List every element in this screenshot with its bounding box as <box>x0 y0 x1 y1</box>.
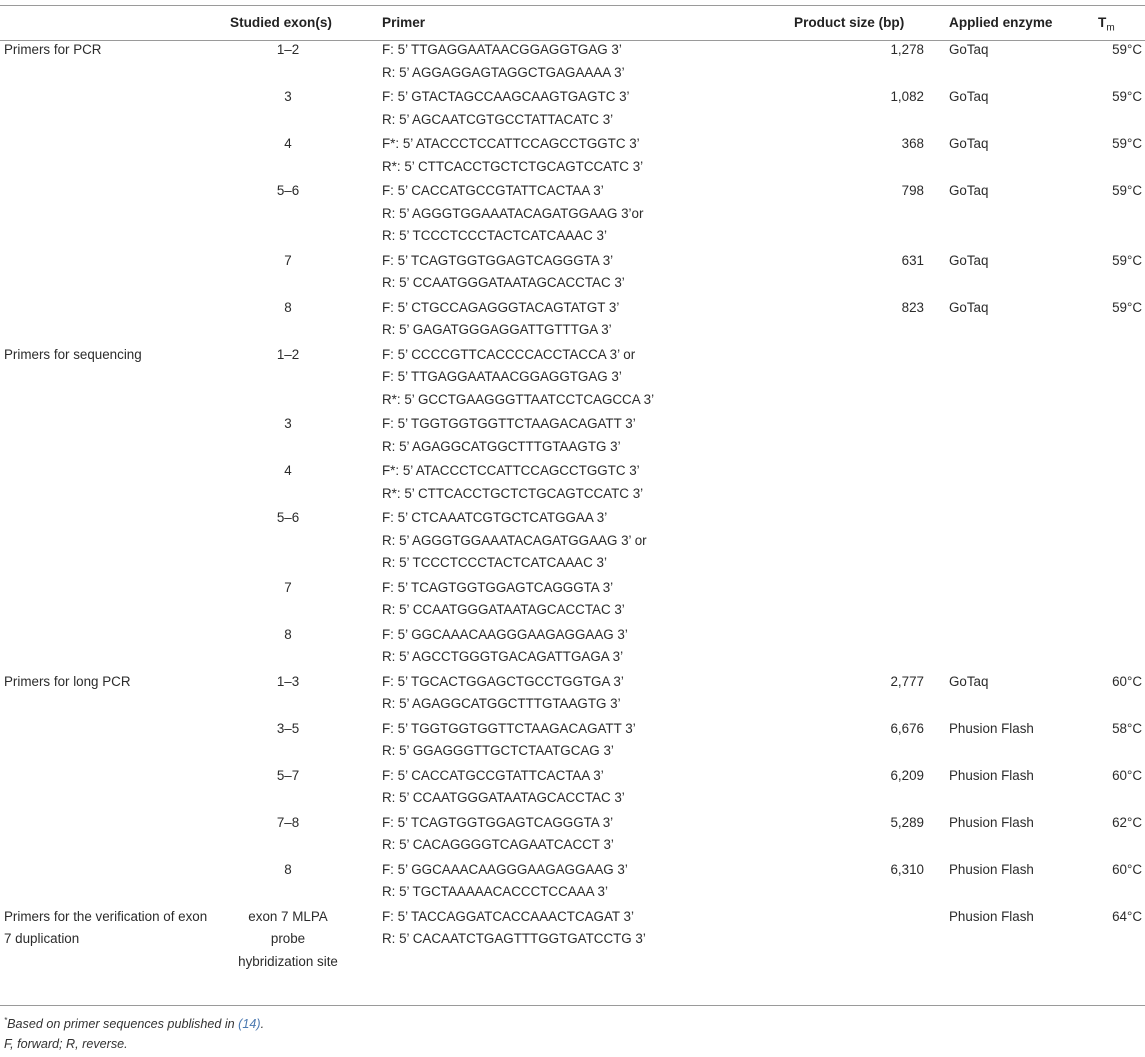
primer-cell <box>382 507 782 575</box>
primer-sequence: F: 5’ TTGAGGAATAACGGAGGTGAG 3’ <box>382 369 622 384</box>
product-size-cell: 6,676 <box>890 720 924 736</box>
primer-sequence: F: 5’ CACCATGCCGTATTCACTAA 3’ <box>382 183 604 198</box>
exon-line: 8 <box>284 861 292 877</box>
applied-enzyme-cell: Phusion Flash <box>949 720 1034 736</box>
exon-line: probe <box>270 931 306 946</box>
primer-sequence: R: 5’ AGCCTGGGTGACAGATTGAGA 3’ <box>382 649 624 664</box>
primer-sequence: R: 5’ AGGGTGGAAATACAGATGGAAG 3’or <box>382 205 644 221</box>
primer-sequence: R: 5’ CACAGGGGTCAGAATCACCT 3’ <box>382 837 614 852</box>
exon-line: 3–5 <box>276 720 300 736</box>
primer-sequence: R: 5’ AGCAATCGTGCCTATTACATC 3’ <box>382 111 614 127</box>
studied-exon-cell <box>220 460 356 483</box>
primer-sequence: F: 5’ TGGTGGTGGTTCTAAGACAGATT 3’ <box>382 720 636 736</box>
product-size-cell: 798 <box>901 183 924 198</box>
tm-cell: 59°C <box>1112 42 1142 57</box>
footnote-source: *Based on primer sequences published in (14). <box>4 1016 265 1032</box>
studied-exon-cell <box>220 577 356 600</box>
exon-line: 8 <box>284 626 292 642</box>
primer-sequence: R: 5’ GGAGGGTTGCTCTAATGCAG 3’ <box>382 743 614 758</box>
studied-exon-cell <box>220 39 356 62</box>
primer-sequence: F: 5’ GTACTAGCCAAGCAAGTGAGTC 3’ <box>382 89 630 104</box>
exon-line: 7 <box>284 579 292 595</box>
applied-enzyme-cell: GoTaq <box>949 136 989 151</box>
tm-cell: 58°C <box>1112 720 1142 736</box>
exon-line: 4 <box>284 463 292 478</box>
primer-cell <box>382 718 782 763</box>
studied-exon-cell <box>220 86 356 109</box>
product-size-cell: 631 <box>901 252 924 268</box>
primer-sequence: R: 5’ CCAATGGGATAATAGCACCTAC 3’ <box>382 790 625 805</box>
primer-sequence: F: 5’ TCAGTGGTGGAGTCAGGGTA 3’ <box>382 579 614 595</box>
primer-cell <box>382 39 782 84</box>
studied-exon-cell <box>220 297 356 320</box>
product-size-cell: 823 <box>901 299 924 315</box>
header-tm: $T_m$ <box>1098 15 1115 34</box>
tm-cell: 60°C <box>1112 673 1142 689</box>
product-size-cell: 5,289 <box>890 814 924 830</box>
studied-exon-cell <box>220 906 356 974</box>
tm-cell: 59°C <box>1112 252 1142 268</box>
primer-cell <box>382 671 782 716</box>
header-product-size: Product size (bp) <box>794 15 905 30</box>
studied-exon-cell <box>220 671 356 694</box>
exon-line: 7–8 <box>276 814 300 830</box>
primer-sequence: F: 5’ TACCAGGATCACCAAACTCAGAT 3’ <box>382 908 634 924</box>
primer-sequence: F: 5’ CTGCCAGAGGGTACAGTATGT 3’ <box>382 299 620 315</box>
primer-sequence: R*: 5’ CTTCACCTGCTCTGCAGTCCATC 3’ <box>382 158 644 174</box>
applied-enzyme-cell: Phusion Flash <box>949 814 1034 830</box>
tm-cell: 60°C <box>1112 861 1142 877</box>
applied-enzyme-cell: GoTaq <box>949 299 989 315</box>
tm-cell: 59°C <box>1112 299 1142 315</box>
primer-sequence: F: 5’ CCCCGTTCACCCCACCTACCA 3’ or <box>382 346 636 362</box>
applied-enzyme-cell: GoTaq <box>949 673 989 689</box>
studied-exon-cell <box>220 624 356 647</box>
primer-sequence: R: 5’ AGAGGCATGGCTTTGTAAGTG 3’ <box>382 438 621 454</box>
header-studied-exons: Studied exon(s) <box>230 15 332 30</box>
studied-exon-cell <box>220 507 356 530</box>
studied-exon-cell <box>220 812 356 835</box>
tm-cell: 64°C <box>1112 908 1142 924</box>
exon-line: 3 <box>284 416 292 431</box>
primer-sequence: F*: 5’ ATACCCTCCATTCCAGCCTGGTC 3’ <box>382 463 640 478</box>
primer-sequence: R: 5’ AGAGGCATGGCTTTGTAAGTG 3’ <box>382 696 621 711</box>
studied-exon-cell <box>220 718 356 741</box>
header-primer: Primer <box>382 15 426 30</box>
primer-sequence: F: 5’ TGCACTGGAGCTGCCTGGTGA 3’ <box>382 673 624 689</box>
primer-sequence: R: 5’ CCAATGGGATAATAGCACCTAC 3’ <box>382 275 625 290</box>
primer-sequence: R: 5’ TCCCTCCCTACTCATCAAAC 3’ <box>382 228 607 243</box>
section-label: Primers for the verification of exon 7 duplication <box>4 908 208 946</box>
product-size-cell: 368 <box>901 136 924 151</box>
applied-enzyme-cell: Phusion Flash <box>949 861 1034 877</box>
product-size-cell: 1,278 <box>890 42 924 57</box>
primer-sequence: F: 5’ TGGTGGTGGTTCTAAGACAGATT 3’ <box>382 416 636 431</box>
primer-cell <box>382 906 782 951</box>
primer-cell <box>382 624 782 669</box>
tm-cell: 59°C <box>1112 89 1142 104</box>
header-applied-enzyme: Applied enzyme <box>949 15 1053 30</box>
exon-line: hybridization site <box>238 953 338 969</box>
applied-enzyme-cell: Phusion Flash <box>949 767 1034 783</box>
primer-cell <box>382 86 782 131</box>
primer-cell <box>382 765 782 810</box>
primer-sequence: R: 5’ TCCCTCCCTACTCATCAAAC 3’ <box>382 555 607 570</box>
tm-cell: 62°C <box>1112 814 1142 830</box>
exon-line: exon 7 MLPA <box>248 908 328 924</box>
section-label: Primers for PCR <box>4 42 102 57</box>
primer-cell <box>382 460 782 505</box>
primer-cell <box>382 250 782 295</box>
primer-sequence: R: 5’ CCAATGGGATAATAGCACCTAC 3’ <box>382 602 625 617</box>
primer-sequence: F: 5’ GGCAAACAAGGGAAGAGGAAG 3’ <box>382 861 628 877</box>
primer-sequence: R*: 5’ CTTCACCTGCTCTGCAGTCCATC 3’ <box>382 485 644 501</box>
exon-line: 1–2 <box>276 42 300 57</box>
exon-line: 7 <box>284 252 292 268</box>
primer-sequence: F: 5’ TTGAGGAATAACGGAGGTGAG 3’ <box>382 42 622 57</box>
applied-enzyme-cell: GoTaq <box>949 89 989 104</box>
studied-exon-cell <box>220 180 356 203</box>
product-size-cell: 1,082 <box>890 89 924 104</box>
product-size-cell: 2,777 <box>890 673 924 689</box>
footnote-abbreviations: F, forward; R, reverse. <box>4 1037 128 1051</box>
tm-cell: 59°C <box>1112 136 1142 151</box>
studied-exon-cell <box>220 133 356 156</box>
product-size-cell: 6,209 <box>890 767 924 783</box>
applied-enzyme-cell: GoTaq <box>949 183 989 198</box>
product-size-cell: 6,310 <box>890 861 924 877</box>
primer-sequence: F*: 5’ ATACCCTCCATTCCAGCCTGGTC 3’ <box>382 136 640 151</box>
primer-sequence: R: 5’ AGGGTGGAAATACAGATGGAAG 3’ or <box>382 532 647 548</box>
primer-cell <box>382 812 782 857</box>
tm-cell: 59°C <box>1112 183 1142 198</box>
studied-exon-cell <box>220 413 356 436</box>
exon-line: 3 <box>284 89 292 104</box>
studied-exon-cell <box>220 765 356 788</box>
primer-sequence: R: 5’ TGCTAAAAACACCCTCCAAA 3’ <box>382 884 608 899</box>
table-bottom-rule <box>0 1005 1145 1006</box>
reference-link[interactable]: (14) <box>238 1017 261 1032</box>
primer-cell <box>382 344 782 412</box>
primer-cell <box>382 413 782 458</box>
primer-cell <box>382 859 782 904</box>
tm-cell: 60°C <box>1112 767 1142 783</box>
primer-cell <box>382 297 782 342</box>
primer-cell <box>382 180 782 248</box>
primer-cell <box>382 577 782 622</box>
primer-sequence: F: 5’ CTCAAATCGTGCTCATGGAA 3’ <box>382 510 608 525</box>
primer-sequence: R: 5’ CACAATCTGAGTTTGGTGATCCTG 3’ <box>382 931 646 946</box>
primer-sequence: F: 5’ GGCAAACAAGGGAAGAGGAAG 3’ <box>382 626 628 642</box>
primer-sequence: R: 5’ AGGAGGAGTAGGCTGAGAAAA 3’ <box>382 64 625 80</box>
primer-sequence: R*: 5’ GCCTGAAGGGTTAATCCTCAGCCA 3’ <box>382 391 655 407</box>
studied-exon-cell <box>220 859 356 882</box>
exon-line: 8 <box>284 299 292 315</box>
section-label: Primers for long PCR <box>4 673 131 689</box>
applied-enzyme-cell: GoTaq <box>949 42 989 57</box>
exon-line: 1–2 <box>276 346 300 362</box>
applied-enzyme-cell: Phusion Flash <box>949 908 1034 924</box>
primer-sequence: F: 5’ TCAGTGGTGGAGTCAGGGTA 3’ <box>382 814 614 830</box>
primer-sequence: F: 5’ CACCATGCCGTATTCACTAA 3’ <box>382 767 604 783</box>
exon-line: 5–7 <box>276 767 300 783</box>
exon-line: 5–6 <box>276 183 300 198</box>
exon-line: 5–6 <box>276 510 300 525</box>
primer-sequence: F: 5’ TCAGTGGTGGAGTCAGGGTA 3’ <box>382 252 614 268</box>
exon-line: 4 <box>284 136 292 151</box>
primer-cell <box>382 133 782 178</box>
section-label: Primers for sequencing <box>4 346 142 362</box>
applied-enzyme-cell: GoTaq <box>949 252 989 268</box>
primer-sequence: R: 5’ GAGATGGGAGGATTGTTTGA 3’ <box>382 322 612 337</box>
studied-exon-cell <box>220 250 356 273</box>
studied-exon-cell <box>220 344 356 367</box>
exon-line: 1–3 <box>276 673 300 689</box>
